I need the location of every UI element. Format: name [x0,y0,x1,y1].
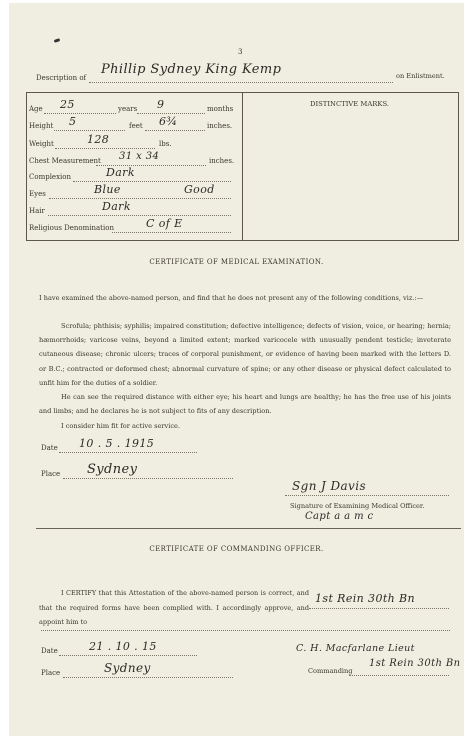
ink-mark [54,38,61,43]
chest-inches-label: inches. [209,157,235,165]
enlistee-name: Phillip Sydney King Kemp [101,62,282,77]
medical-fit: I consider him fit for active service. [61,422,181,430]
commanding-date-value: 21 . 10 . 15 [89,640,157,653]
age-months: 9 [157,98,165,111]
commanding-officer-signature: C. H. Macfarlane Lieut [296,643,415,654]
eyes-value: Blue [94,183,121,196]
months-label: months [207,105,234,113]
height-inches: 6¾ [159,115,178,128]
medical-place-value: Sydney [87,462,138,477]
complexion-label: Complexion [29,173,71,181]
distinctive-marks-label: DISTINCTIVE MARKS. [310,100,390,108]
feet-label: feet [129,122,143,130]
medical-date-label: Date [41,444,58,452]
years-label: years [118,105,138,113]
height-label: Height [29,122,54,130]
medical-officer-signature: Sgn J Davis [292,479,367,493]
complexion-value: Dark [106,166,135,179]
commanding-place-value: Sydney [104,661,151,675]
attestation-page [9,3,464,736]
chest-value: 31 x 34 [119,151,160,162]
page-number: 3 [238,48,243,56]
weight-label: Weight [29,140,54,148]
section-divider [36,528,461,529]
commanding-place-label: Place [41,669,61,677]
medical-conditions: Scrofula; phthisis; syphilis; impaired constitution; defective intelligence; defects of vision, voice, or hearing; hernia; hæmorrhoids; varicose veins, beyond a limited extent; marked varicocele with unusually pendent testicle; inveterate cutaneous disease; chronic ulcers; traces of corporal punishment, or evidence of having been marked with the letters D. or B.C.; contracted or deformed chest; abnormal curvature of spine; or any other disease or physical defect calculated to unfit him for the duties of a soldier. [39,322,451,387]
religion-value: C of E [146,217,183,230]
commanding-unit-value: 1st Rein 30th Bn [369,658,461,669]
chest-label: Chest Measurement [29,157,101,165]
medical-title: CERTIFICATE OF MEDICAL EXAMINATION. [149,258,324,266]
eyes-label: Eyes [29,190,46,198]
description-suffix: on Enlistment. [396,72,445,80]
medical-place-label: Place [41,470,61,478]
description-dots [89,82,393,83]
height-feet: 5 [69,115,77,128]
medical-signature-caption: Signature of Examining Medical Officer. [290,502,425,510]
hair-label: Hair [29,207,45,215]
box-divider [242,92,243,241]
appointed-unit: 1st Rein 30th Bn [315,592,416,605]
description-label: Description of [36,74,87,82]
hair-value: Dark [102,200,131,213]
age-years: 25 [60,98,75,111]
medical-intro: I have examined the above-named person, and find that he does not present any of the following conditions, viz.:— [39,294,424,302]
commanding-date-label: Date [41,647,58,655]
medical-vision: He can see the required distance with either eye; his heart and lungs are healthy; he has the free use of his joints and limbs; and he declares he is not subject to fits of any description. [39,393,451,416]
commanding-title: CERTIFICATE OF COMMANDING OFFICER. [149,545,324,553]
inches-label: inches. [207,122,233,130]
eyes-note: Good [184,183,215,196]
commanding-label: Commanding [308,667,353,675]
commanding-certify: I CERTIFY that this Attestation of the above-named person is correct, and that the required forms have been complied with. I accordingly approve, and appoint him to [39,589,309,627]
medical-officer-rank: Capt a a m c [305,511,374,522]
weight-value: 128 [87,133,110,146]
lbs-label: lbs. [159,140,172,148]
religion-label: Religious Denomination [29,224,114,232]
age-label: Age [29,105,43,113]
medical-date-value: 10 . 5 . 1915 [79,437,155,450]
